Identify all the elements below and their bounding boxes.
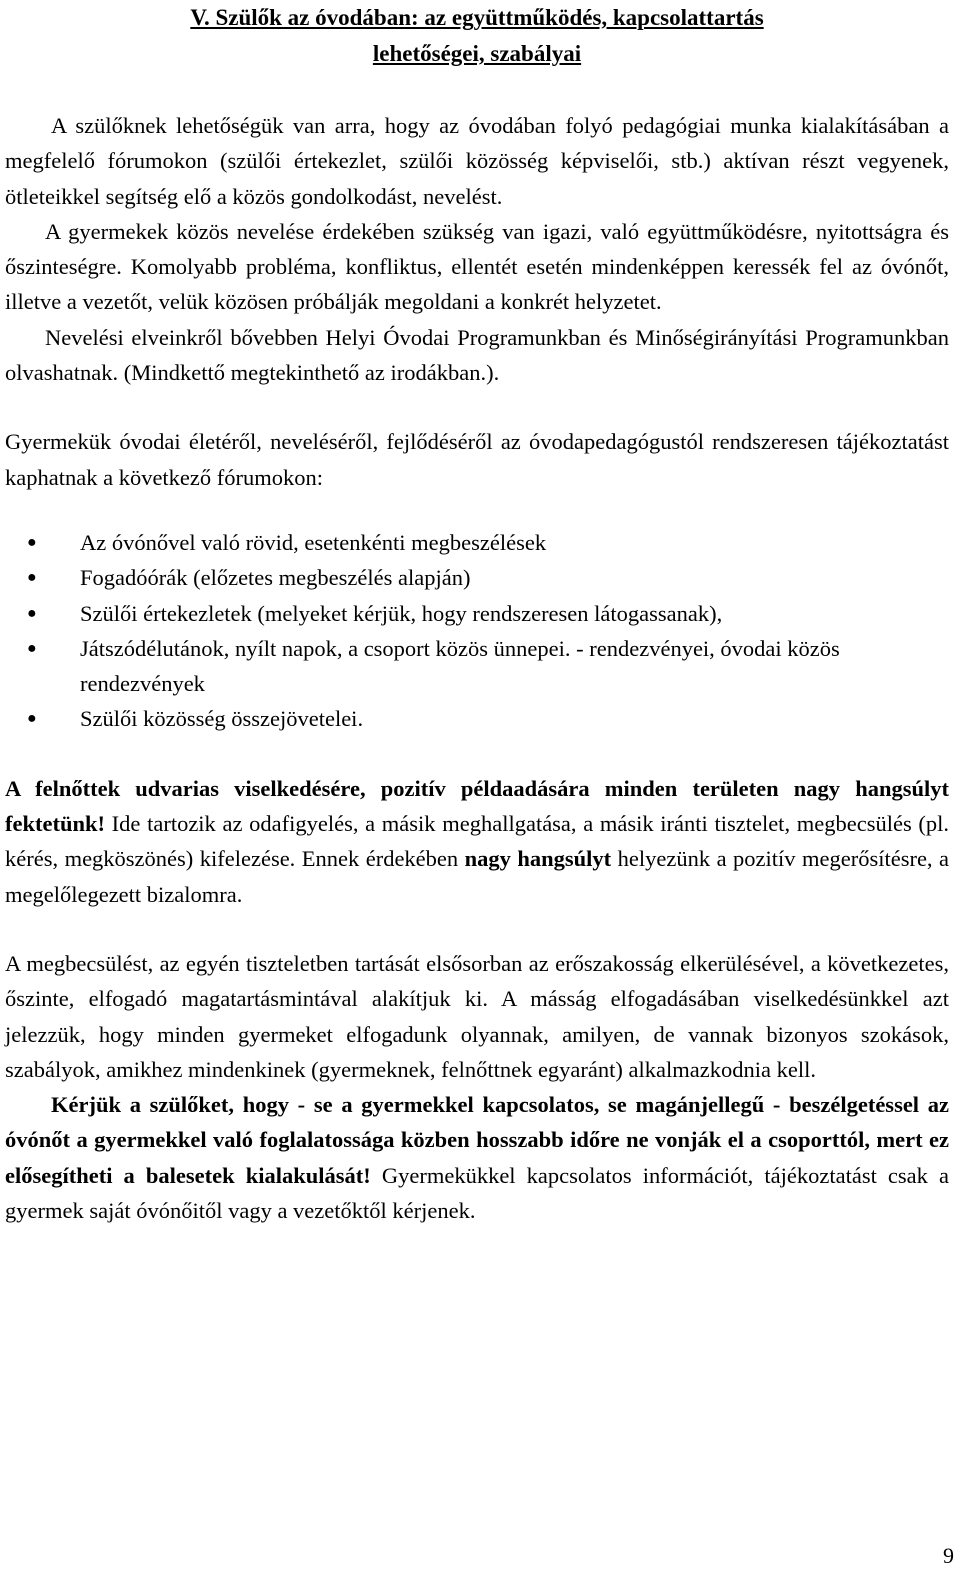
paragraph-adult-behavior-text-1: Ide tartozik az odafigyelés, a másik meghallgatása, a másik iránti tisztelet, megbecsülés (pl. kérés, megköszönés) kifelezése. Ennek érdekében xyxy=(5,811,949,872)
list-item xyxy=(5,596,949,631)
paragraph-participation: A szülőknek lehetőségük van arra, hogy az óvodában folyó pedagógiai munka kialakításában a megfelelő fórumokon (szülői értekezlet, szülői közösség képviselői, stb.) aktívan részt vegyenek, ötleteikkel segítség elő a közös gondolkodást, nevelést. xyxy=(5,113,949,209)
list-item-text: Játszódélutánok, nyílt napok, a csoport közös ünnepei. - rendezvényei, óvodai közös rendezvények xyxy=(80,635,840,697)
bullet-icon: ● xyxy=(27,533,37,551)
section-title-line-2: lehetőségei, szabályai xyxy=(372,41,582,66)
paragraph-cooperation: A gyermekek közös nevelése érdekében szükség van igazi, való együttműködésre, nyitottságra és őszinteségre. Komolyabb probléma, konfliktus, ellentét esetén mindenképpen keressék fel az óvónőt, illetve a vezetőt, velük közösen próbálják megoldani a konkrét helyzetet. xyxy=(5,218,949,315)
paragraph-adult-behavior-text-2: helyezünk a pozitív megerősítésre, a megelőlegezett bizalomra. xyxy=(5,846,950,907)
bullet-icon: ● xyxy=(27,710,37,728)
bullet-icon: ● xyxy=(27,639,37,657)
document-page xyxy=(5,0,949,1228)
paragraph-request-text: Gyermekükkel kapcsolatos információt, tájékoztatást csak a gyermek saját óvónőitől vagy a vezetőktől kérjenek. xyxy=(5,1162,949,1224)
forums-list xyxy=(5,525,949,737)
list-item xyxy=(5,631,949,702)
emphasis-great-importance: nagy hangsúlyt xyxy=(464,846,612,872)
list-item xyxy=(5,560,949,595)
list-item-text: Szülői közösség összejövetelei. xyxy=(80,706,364,732)
bullet-icon: ● xyxy=(27,604,37,622)
section-title-line-1: V. Szülők az óvodában: az együttműködés, kapcsolattartás xyxy=(190,5,764,30)
paragraph-request xyxy=(5,1087,949,1228)
emphasis-request: Kérjük a szülőket, hogy - se a gyermekkel kapcsolatos, se magánjellegű - beszélgetéssel az óvónőt a gyermekkel való foglalatossága közben hosszabb időre ne vonják el a csoporttól, mert ez elősegítheti a balesetek kialakulását! xyxy=(5,1092,949,1188)
list-item-text: Szülői értekezletek (melyeket kérjük, hogy rendszeresen látogassanak), xyxy=(80,600,723,626)
paragraph-adult-behavior xyxy=(5,771,949,912)
emphasis-adult-behavior: A felnőttek udvarias viselkedésére, pozitív példaadására minden területen nagy hangsúlyt fektetünk! xyxy=(5,775,949,837)
paragraph-forums-intro: Gyermekük óvodai életéről, neveléséről, fejlődéséről az óvodapedagógustól rendszeresen tájékoztatást kaphatnak a következő fórumokon: xyxy=(5,429,949,490)
paragraph-programs: Nevelési elveinkről bővebben Helyi Óvodai Programunkban és Minőségirányítási Programunkban olvashatnak. (Mindkettő megtekinthető az irodákban.). xyxy=(5,324,949,386)
paragraph-respect: A megbecsülést, az egyén tiszteletben tartását elsősorban az erőszakosság elkerülésével, a következetes, őszinte, elfogadó magatartásmintával alakítjuk ki. A másság elfogadásában viselkedésünkkel azt jelezzük, hogy minden gyermeket elfogadunk olyannak, amilyen, de vannak bizonyos szokások, szabályok, amikhez mindenkinek (gyermeknek, felnőttnek egyaránt) alkalmazkodnia kell. xyxy=(5,950,949,1082)
list-item-text: Az óvónővel való rövid, esetenkénti megbeszélések xyxy=(80,529,547,555)
list-item xyxy=(5,525,949,560)
list-item-text: Fogadóórák (előzetes megbeszélés alapján) xyxy=(80,565,471,591)
list-item xyxy=(5,701,949,736)
bullet-icon: ● xyxy=(27,569,37,587)
page-number: 9 xyxy=(943,1543,954,1568)
section-title xyxy=(5,0,949,72)
